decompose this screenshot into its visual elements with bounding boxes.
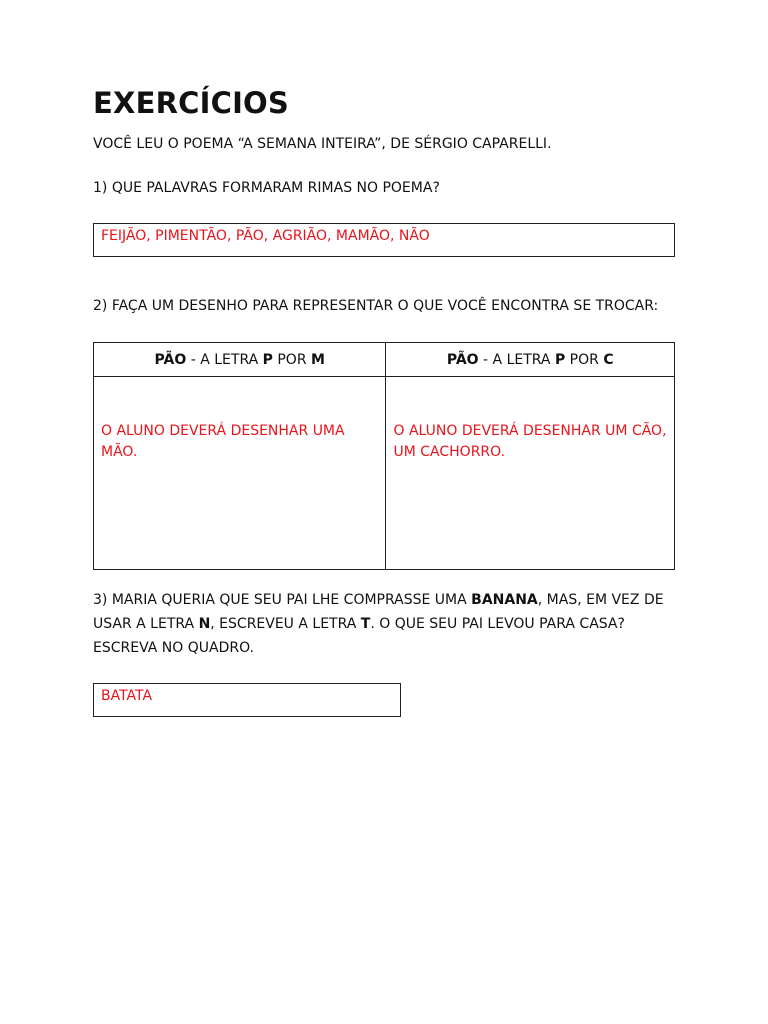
column-header-m bbox=[94, 343, 386, 377]
header-word: PÃO bbox=[446, 351, 479, 368]
drawing-answer-m: O ALUNO DEVERÁ DESENHAR UMA MÃO. bbox=[101, 423, 345, 460]
drawing-answer-c: O ALUNO DEVERÁ DESENHAR UM CÃO, UM CACHORRO. bbox=[393, 423, 667, 460]
header-from-letter: P bbox=[554, 351, 566, 368]
drawing-table bbox=[93, 342, 675, 570]
answer-box-3 bbox=[93, 683, 401, 717]
answer-3-text: BATATA bbox=[101, 688, 153, 704]
drawing-cell-c bbox=[386, 377, 675, 570]
q3-part-2: , MAS, EM VEZ DE USAR A LETRA bbox=[93, 592, 664, 632]
column-header-c bbox=[386, 343, 675, 377]
question-1: 1) QUE PALAVRAS FORMARAM RIMAS NO POEMA? bbox=[93, 180, 440, 196]
header-to-letter: C bbox=[603, 351, 614, 368]
header-to-letter: M bbox=[311, 351, 325, 368]
header-from-letter: P bbox=[262, 351, 273, 368]
q3-part-3: , ESCREVEU A LETRA bbox=[210, 616, 361, 632]
header-por: POR bbox=[272, 351, 311, 368]
header-por: POR bbox=[565, 351, 604, 368]
header-mid: - A LETRA bbox=[186, 351, 263, 368]
question-2: 2) FAÇA UM DESENHO PARA REPRESENTAR O QUE VOCÊ ENCONTRA SE TROCAR: bbox=[93, 298, 659, 314]
header-mid: - A LETRA bbox=[478, 351, 555, 368]
page-title: EXERCÍCIOS bbox=[93, 86, 289, 120]
answer-1-text: FEIJÃO, PIMENTÃO, PÃO, AGRIÃO, MAMÃO, NÃO bbox=[101, 228, 430, 244]
q3-word-banana: BANANA bbox=[471, 592, 538, 608]
q3-part-4: . O QUE SEU PAI LEVOU PARA CASA? ESCREVA NO QUADRO. bbox=[93, 616, 625, 656]
q3-letter-n: N bbox=[198, 616, 211, 632]
answer-box-1 bbox=[93, 223, 675, 257]
header-word: PÃO bbox=[154, 351, 187, 368]
drawing-cell-m bbox=[94, 377, 386, 570]
q3-letter-t: T bbox=[360, 616, 371, 632]
q3-part-1: 3) MARIA QUERIA QUE SEU PAI LHE COMPRASSE UMA bbox=[93, 592, 472, 608]
intro-text: VOCÊ LEU O POEMA “A SEMANA INTEIRA”, DE SÉRGIO CAPARELLI. bbox=[93, 136, 552, 152]
question-3 bbox=[93, 588, 675, 660]
